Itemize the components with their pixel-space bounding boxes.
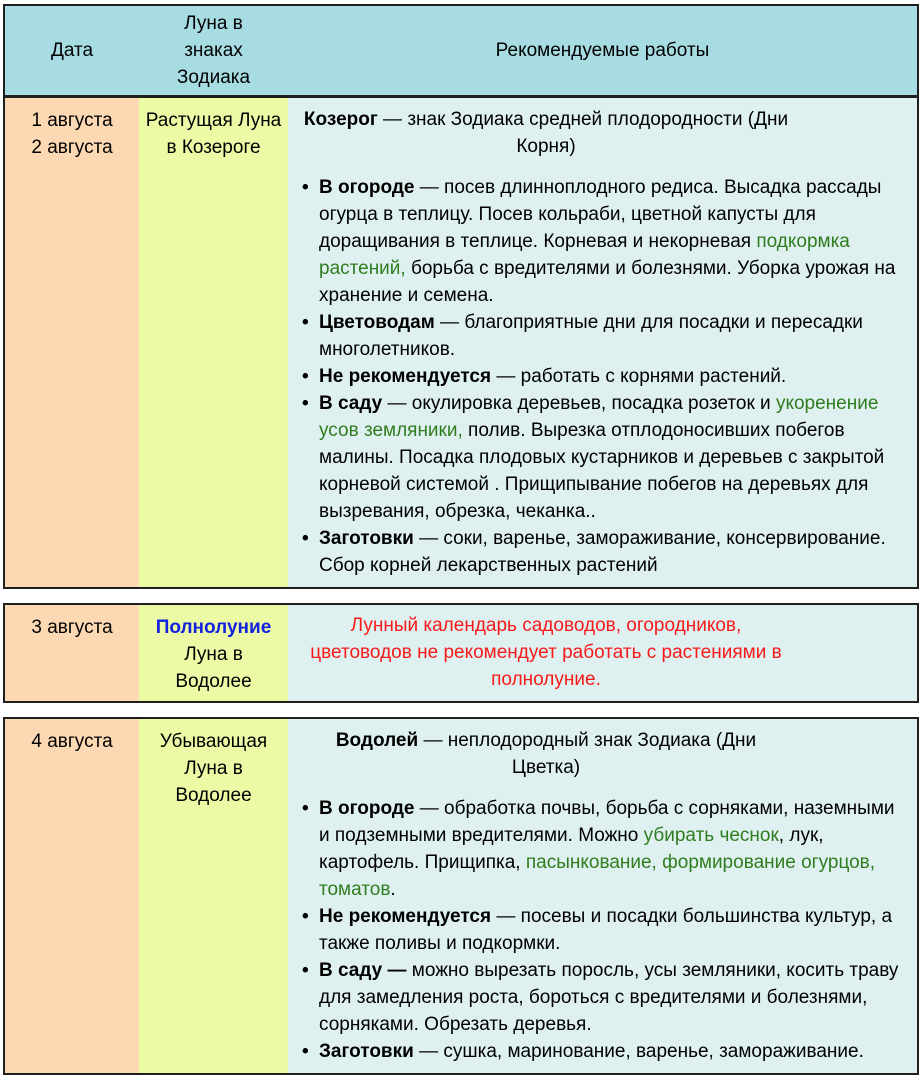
date-cell: 1 августа 2 августа <box>5 98 139 587</box>
zodiac-cell: Убывающая Луна в Водолее <box>139 719 288 1073</box>
header-zodiac-cell <box>139 6 288 95</box>
works-cell <box>288 98 917 587</box>
header-date-cell <box>5 6 139 95</box>
works-cell <box>288 719 917 1073</box>
works-item-orchard: • В саду — окулировка деревьев, посадка розеток и укоренение усов земляники, полив. Вырезка отплодоносивших побегов малины. Посадка плодовых кустарников и деревьев с закрытой корневой системой . Прищипывание побегов на деревьях для вызревания, обрезка, чеканка.. <box>301 390 903 525</box>
zodiac-cell: Полнолуние Луна в Водолее <box>139 605 288 701</box>
header-works-label: Рекомендуемые работы <box>495 40 710 61</box>
date-cell: 4 августа <box>5 719 139 1073</box>
header-works-cell <box>288 6 917 95</box>
calendar-block-aug-1-2 <box>3 4 919 589</box>
works-item-not-recommended: • Не рекомендуется — работать с корнями растений. <box>301 363 903 390</box>
table-row <box>5 98 917 587</box>
zodiac-cell: Растущая Луна в Козероге <box>139 98 288 587</box>
calendar-block-aug-3 <box>3 603 919 703</box>
works-item-not-recommended: • Не рекомендуется — посевы и посадки большинства культур, а также поливы и подкормки. <box>301 903 903 957</box>
table-header-row <box>5 6 917 98</box>
works-item-garden-beds: • В огороде — обработка почвы, борьба с сорняками, наземными и подземными вредителями. Можно убирать чеснок, лук, картофель. Прищипка, пасынкование, формирование огурцов, томатов. <box>301 795 903 903</box>
date-cell: 3 августа <box>5 605 139 701</box>
works-list <box>301 174 903 579</box>
table-row <box>5 719 917 1073</box>
works-item-garden-beds: • В огороде — посев длинноплодного редиса. Высадка рассады огурца в теплицу. Посев кольраби, цветной капусты для доращивания в теплице. Корневая и некорневая подкормка растений, борьба с вредителями и болезнями. Уборка урожая на хранение и семена. <box>301 174 903 309</box>
zodiac-sign-summary: Козерог — знак Зодиака средней плодородности (Дни Корня) <box>303 109 789 157</box>
works-cell <box>288 605 917 701</box>
works-item-preserves: • Заготовки — сушка, маринование, варенье, замораживание. <box>301 1038 903 1065</box>
zodiac-sign-summary: Водолей — неплодородный знак Зодиака (Дни Цветка) <box>335 730 757 778</box>
table-row <box>5 605 917 701</box>
works-item-orchard: • В саду — можно вырезать поросль, усы земляники, косить траву для замедления роста, бороться с вредителями и болезнями, сорняками. Обрезать деревья. <box>301 957 903 1038</box>
works-list <box>301 795 903 1065</box>
works-item-flower-growers: • Цветоводам — благоприятные дни для посадки и пересадки многолетников. <box>301 309 903 363</box>
header-date-label: Дата <box>50 40 94 61</box>
calendar-block-aug-4 <box>3 717 919 1075</box>
header-zodiac-label: Луна в знаках Зодиака <box>176 13 251 88</box>
works-item-preserves: • Заготовки — соки, варенье, замораживание, консервирование. Сбор корней лекарственных растений <box>301 525 903 579</box>
full-moon-warning: Лунный календарь садоводов, огородников, цветоводов не рекомендует работать с растениями в полнолуние. <box>310 614 782 690</box>
